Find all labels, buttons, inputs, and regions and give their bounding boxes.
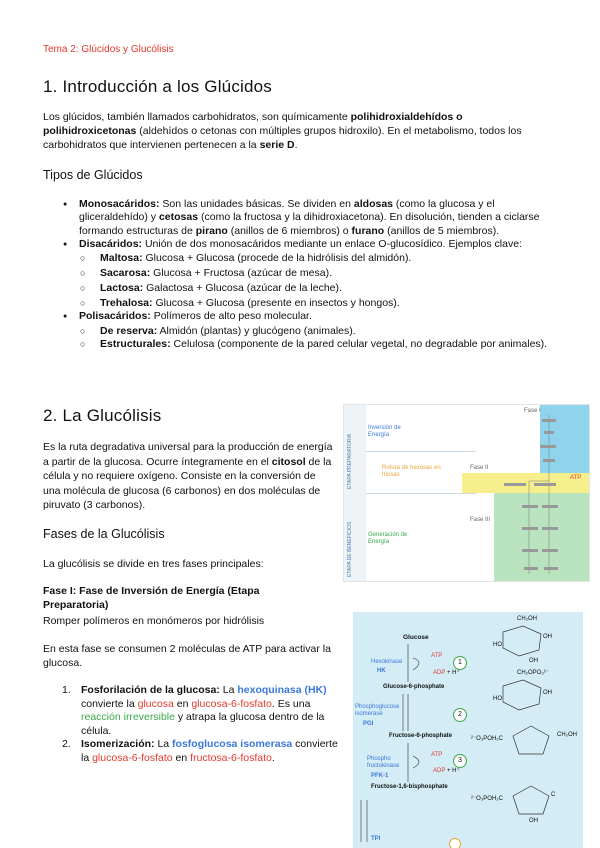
mono-bold: furano — [351, 224, 385, 237]
mono-label: Monosacáridos: — [79, 198, 160, 210]
pgi-name-label: Phosphoglucose isomerase — [355, 704, 400, 717]
step-text: en — [173, 697, 192, 710]
ch2opo3-label: CH₂OPO₃²⁻ — [517, 670, 549, 676]
fase-1-label: Fase I — [524, 408, 541, 414]
step-text: . — [271, 751, 275, 764]
reaction-type: reacción irreversible — [81, 711, 175, 724]
step-text: La — [154, 738, 173, 751]
oh-label: OH — [543, 690, 552, 696]
inversion-label: Inversión de Energía — [368, 425, 401, 438]
product: glucosa-6-fosfato — [191, 697, 272, 710]
h-plus-label: + H⁺ — [447, 768, 460, 774]
phase-prep-label — [347, 473, 353, 489]
intro-text: . — [294, 139, 298, 152]
glucose-label: Glucose — [403, 634, 429, 641]
hk-label: HK — [377, 668, 386, 674]
item-name: De reserva: — [100, 324, 158, 337]
fase-2-label: Fase II — [470, 465, 489, 471]
sublist-item — [79, 266, 553, 281]
sublist-item — [79, 281, 553, 296]
intro-bold: polihidroxialdehídos o polihidroxicetonas — [43, 111, 463, 138]
list-item-monosacaridos — [43, 198, 553, 238]
pgi-label: PGI — [363, 721, 374, 727]
mono-text: (como la fructosa y la dihidroxiacetona). En disolución, tienden a ciclarse formando estructuras de — [79, 211, 540, 237]
enzyme-name: hexoquinasa (HK) — [237, 684, 327, 696]
glycolysis-overview-figure — [343, 404, 590, 582]
types-list — [43, 198, 553, 351]
step-title: Fosforilación de la glucosa: — [81, 684, 220, 696]
atp-label: ATP — [570, 475, 582, 481]
step-1 — [62, 684, 344, 738]
poli-label: Polisacáridos: — [79, 310, 151, 323]
step-2 — [62, 738, 344, 765]
di-text: Unión de dos monosacáridos mediante un enlace O-glucosídico. Ejemplos clave: — [142, 237, 522, 250]
intro-text: Es la ruta degradativa universal para la producción de energía a partir de la glucosa. Ocurre íntegramente en el — [43, 441, 333, 468]
step-1-badge: 1 — [453, 656, 467, 670]
sublist-item — [79, 251, 553, 266]
step-text: en — [172, 751, 191, 764]
section-1-intro — [43, 110, 557, 153]
mono-text: (como la glucosa y el gliceraldehído) y — [79, 198, 495, 224]
list-item-polisacaridos — [43, 310, 553, 351]
section-2-intro — [43, 440, 333, 513]
item-desc: Glucosa + Fructosa (azúcar de mesa). — [150, 266, 332, 279]
intro-bold: citosol — [271, 455, 306, 468]
section-2-title: 2. La Glucólisis — [43, 406, 162, 425]
sublist-item — [79, 324, 553, 339]
po3-label: ²⁻O₃POH₂C — [471, 736, 503, 742]
ch2oh-label: CH₂OH — [557, 732, 577, 738]
poli-text: Polímeros de alto peso molecular. — [150, 310, 312, 323]
intro-text: Los glúcidos, también llamados carbohidratos, son químicamente — [43, 111, 351, 123]
reaction-arrows — [353, 612, 583, 848]
item-desc: Celulosa (componente de la pared celular vegetal, no degradable por animales). — [170, 338, 548, 351]
fase-3-label: Fase III — [470, 517, 491, 523]
step-number: 1. — [62, 684, 71, 696]
pathway-sketch — [494, 409, 589, 579]
list-item-disacaridos — [43, 238, 553, 310]
mono-bold: pirano — [195, 224, 228, 237]
step-text: . Es una — [271, 697, 311, 710]
phase-1-atp-note: En esta fase se consumen 2 moléculas de ATP para activar la glucosa. — [43, 643, 331, 670]
phases-intro: La glucólisis se divide en tres fases principales: — [43, 558, 264, 570]
item-name: Sacarosa: — [100, 266, 151, 279]
adp-label: ADP — [433, 670, 446, 676]
po3-label: ²⁻O₃POH₂C — [471, 796, 503, 802]
pfk-name-label: Phospho fructokinase — [367, 756, 400, 769]
intro-text: (aldehídos o cetonas con múltiples grupos hidroxilo). En el metabolismo, todos los carbohidratos que intervienen pertenecen a la — [43, 125, 522, 152]
oh-label: OH — [529, 658, 538, 664]
item-desc: Almidón (plantas) y glucógeno (animales). — [157, 324, 356, 337]
item-name: Maltosa: — [100, 252, 143, 265]
oh-label: OH — [543, 634, 552, 640]
item-desc: Glucosa + Glucosa (procede de la hidrólisis del almidón). — [142, 252, 412, 265]
item-name: Lactosa: — [100, 281, 144, 294]
item-desc: Glucosa + Glucosa (presente en insectos y hongos). — [152, 296, 400, 309]
item-name: Trehalosa: — [100, 296, 153, 309]
f16bp-label: Fructose-1,6-bisphosphate — [371, 784, 448, 790]
tpi-label: TPI — [371, 836, 381, 842]
step-text: convierte la — [81, 738, 338, 764]
c-label: C — [551, 792, 556, 798]
adp-label: ADP — [433, 768, 446, 774]
g6p-label: Glucose-6-phosphate — [383, 684, 445, 690]
atp-label: ATP — [431, 653, 443, 659]
phase-1-steps — [62, 684, 344, 766]
step-text: La — [219, 684, 238, 696]
item-name: Estructurales: — [100, 338, 171, 351]
glycolysis-steps-figure — [353, 612, 583, 848]
step-number: 2. — [62, 738, 71, 751]
step-text: y atrapa la glucosa dentro de la célula. — [81, 711, 325, 737]
sublist-item — [79, 296, 553, 311]
h-plus-label: + H⁺ — [447, 670, 460, 676]
mono-text: (anillos de 6 miembros) o — [227, 224, 352, 237]
item-desc: Galactosa + Glucosa (azúcar de la leche). — [143, 281, 342, 294]
step-3-badge: 3 — [453, 754, 467, 768]
types-title: Tipos de Glúcidos — [43, 168, 143, 182]
mono-text: (anillos de 5 miembros). — [384, 224, 500, 237]
divider — [366, 493, 476, 494]
di-label: Disacáridos: — [79, 237, 143, 250]
ch2oh-label: CH₂OH — [517, 616, 537, 622]
oh-label: OH — [529, 818, 538, 824]
step-title: Isomerización: — [81, 738, 155, 751]
intro-text: de la célula y no requiere oxígeno. Consiste en la conversión de una molécula de glucosa (6 carbonos) en dos moléculas de piruvato (3 carbonos). — [43, 455, 332, 511]
mono-bold: aldosas — [353, 198, 394, 210]
split-label: Rotura de hexosas en triosas — [382, 465, 441, 478]
step-text: convierte la — [81, 697, 138, 710]
section-1-title: 1. Introducción a los Glúcidos — [43, 77, 273, 96]
substrate: glucosa — [137, 697, 174, 710]
phase-1-title: Fase I: Fase de Inversión de Energía (Etapa Preparatoria) — [43, 585, 260, 612]
disacaridos-sublist — [79, 251, 553, 310]
pfk-label: PFK-1 — [371, 773, 389, 779]
polisacaridos-sublist — [79, 324, 553, 352]
mono-bold: cetosas — [158, 211, 199, 224]
divider — [366, 451, 476, 452]
phase-1-subtitle: Romper polímeros en monómeros por hidrólisis — [43, 615, 265, 627]
generation-label: Generación de Energía — [368, 532, 408, 545]
hexokinase-label: Hexokinase — [371, 659, 403, 665]
product: fructosa-6-fosfato — [190, 751, 272, 764]
phase-benefit-label — [347, 561, 353, 577]
ho-label: HO — [493, 642, 502, 648]
mono-text: Son las unidades básicas. Se dividen en — [159, 198, 354, 210]
enzyme-name: fosfoglucosa isomerasa — [172, 738, 293, 751]
atp-label: ATP — [431, 752, 443, 758]
document-kicker: Tema 2: Glúcidos y Glucólisis — [43, 44, 174, 55]
substrate: glucosa-6-fosfato — [92, 751, 173, 764]
step-2-badge: 2 — [453, 708, 467, 722]
phases-title: Fases de la Glucólisis — [43, 527, 165, 541]
ho-label: HO — [493, 696, 502, 702]
f6p-label: Fructose-6-phosphate — [389, 733, 453, 739]
intro-bold: serie D — [259, 139, 295, 152]
sublist-item — [79, 338, 553, 351]
